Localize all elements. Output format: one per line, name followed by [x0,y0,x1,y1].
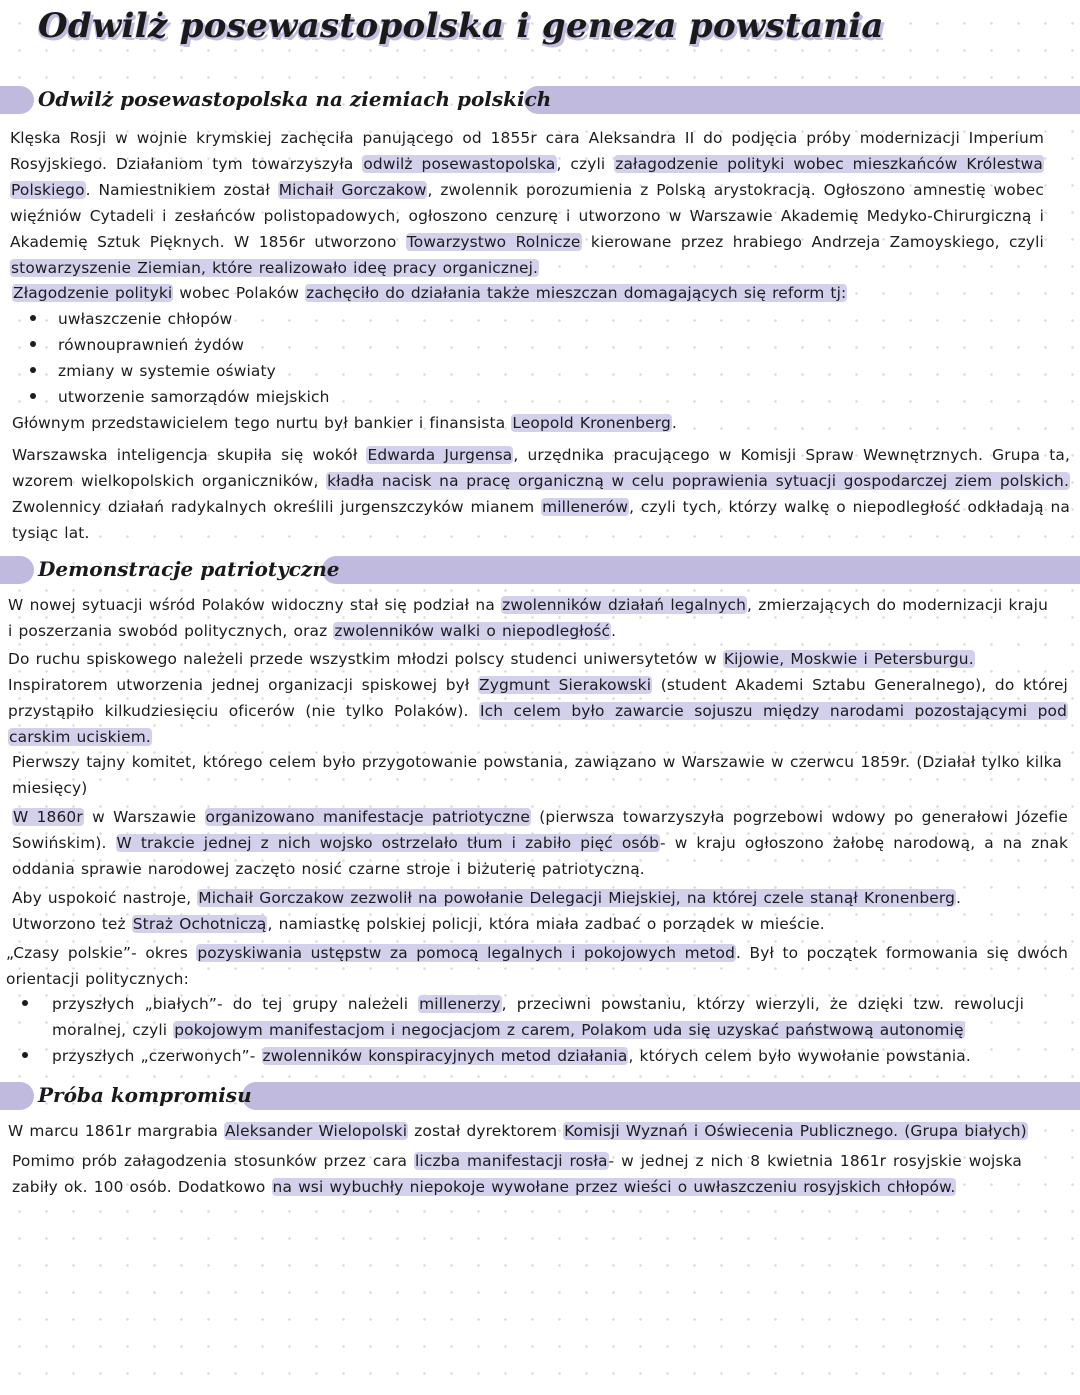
paragraph-delegation: Aby uspokoić nastroje, Michaił Gorczakow zezwolił na powołanie Delegacji Miejskiej, na której czele stanął Kronenberg. [12,889,962,907]
paragraph-kronenberg: Głównym przedstawicielem tego nurtu był bankier i finansista Leopold Kronenberg. [12,414,677,432]
section-bar-right [524,86,1080,114]
list-item-whites: przyszłych „białych”- do tej grupy należeli millenerzy, przeciwni powstaniu, którzy wierzyli, że dzięki tzw. rewolucji moralnej, czyli pokojowym manifestacjom i negocjacjom z carem, Polakom uda się uzyskać państwową autonomię [52,995,1024,1039]
section-bar-left [0,556,34,584]
list-item-reds: przyszłych „czerwonych”- zwolenników konspiracyjnych metod działania, których celem było wywołanie powstania. [52,1047,971,1065]
bullet-dot [22,1000,28,1006]
section-header-1 [0,84,1080,114]
bullet-dot [30,341,36,347]
section-heading: Próba kompromisu [38,1083,252,1107]
section-bar-right [242,1082,1080,1110]
paragraph-jurgens: Warszawska inteligencja skupiła się wokół Edwarda Jurgensa, urzędnika pracującego w Komisji Spraw Wewnętrznych. Grupa ta, wzorem wielkopolskich organiczników, kładła nacisk na pracę organiczną w celu poprawienia sytuacji gospodarczej ziem polskich. Zwolennicy działań radykalnych określili jurgenszczyków mianem millenerów, czyli tych, którzy walkę o niepodległość odkładają na tysiąc lat. [12,446,1070,542]
paragraph-sierakowski: Inspiratorem utworzenia jednej organizacji spiskowej był Zygmunt Sierakowski (student Akademi Sztabu Generalnego), do której przystąpiło kilkudziesięciu oficerów (nie tylko Polaków). Ich celem było zawarcie sojuszu między narodami pozostającymi pod carskim uciskiem. [8,676,1068,746]
section-heading: Odwilż posewastopolska na ziemiach polskich [38,87,552,111]
section-heading: Demonstracje patriotyczne [38,557,340,581]
list-item: równouprawnień żydów [58,336,245,354]
paragraph-wielopolski: W marcu 1861r margrabia Aleksander Wielopolski został dyrektorem Komisji Wyznań i Oświecenia Publicznego. (Grupa białych) [8,1122,1027,1140]
section-header-3 [0,1080,1080,1110]
bullet-dot [30,393,36,399]
paragraph-committee: Pierwszy tajny komitet, którego celem było przygotowanie powstania, zawiązano w Warszawie w czerwcu 1859r. (Działał tylko kilka miesięcy) [12,753,1062,797]
paragraph-guard: Utworzono też Straż Ochotniczą, namiastkę polskiej policji, która miała zadbać o porządek w mieście. [12,915,825,933]
list-item: utworzenie samorządów miejskich [58,388,330,406]
page-title: Odwilż posewastopolska i geneza powstania [38,6,884,46]
paragraph-manifestations: W 1860r w Warszawie organizowano manifestacje patriotyczne (pierwsza towarzyszyła pogrzebowi wdowy po generałowi Józefie Sowińskim). W trakcie jednej z nich wojsko ostrzelało tłum i zabiło pięć osób- w kraju ogłoszono żałobę narodową, a na znak oddania sprawie narodowej zaczęto nosić czarne stroje i biżuterię patriotyczną. [12,808,1069,878]
bullet-dot [30,315,36,321]
paragraph-polish-times: „Czasy polskie”- okres pozyskiwania ustępstw za pomocą legalnych i pokojowych metod. Był to początek formowania się dwóch orientacji politycznych: [6,944,1068,988]
paragraph-reforms: Złagodzenie polityki wobec Polaków zachęciło do działania także mieszczan domagających się reform tj: [13,284,847,302]
section-bar-right [322,556,1080,584]
section-header-2 [0,554,1080,584]
paragraph-students: Do ruchu spiskowego należeli przede wszystkim młodzi polscy studenci uniwersytetów w Kijowie, Moskwie i Petersburgu. [8,650,974,668]
bullet-dot [22,1052,28,1058]
paragraph-intro: Klęska Rosji w wojnie krymskiej zachęciła panującego od 1855r cara Aleksandra II do podjęcia próby modernizacji Imperium Rosyjskiego. Działaniom tym towarzyszyła odwilż posewastopolska, czyli załagodzenie polityki wobec mieszkańców Królestwa Polskiego. Namiestnikiem został Michaił Gorczakow, zwolennik porozumienia z Polską arystokracją. Ogłoszono amnestię wobec więźniów Cytadeli i zesłańców polistopadowych, ogłoszono cenzurę i utworzono w Warszawie Akademię Medyko-Chirurgiczną i Akademię Sztuk Pięknych. W 1856r utworzono Towarzystwo Rolnicze kierowane przez hrabiego Andrzeja Zamoyskiego, czyli stowarzyszenie Ziemian, które realizowało ideę pracy organicznej. [10,129,1045,277]
bullet-dot [30,367,36,373]
list-item: zmiany w systemie oświaty [58,362,276,380]
list-item: uwłaszczenie chłopów [58,310,233,328]
paragraph-division: W nowej sytuacji wśród Polaków widoczny stał się podział na zwolenników działań legalnych, zmierzających do modernizacji kraju i poszerzania swobód politycznych, oraz zwolenników walki o niepodległość. [8,596,1048,640]
paragraph-unrest: Pomimo prób załagodzenia stosunków przez cara liczba manifestacji rosła- w jednej z nich 8 kwietnia 1861r rosyjskie wojska zabiły ok. 100 osób. Dodatkowo na wsi wybuchły niepokoje wywołane przez wieści o uwłaszczeniu rosyjskich chłopów. [12,1152,1022,1196]
section-bar-left [0,86,34,114]
section-bar-left [0,1082,34,1110]
